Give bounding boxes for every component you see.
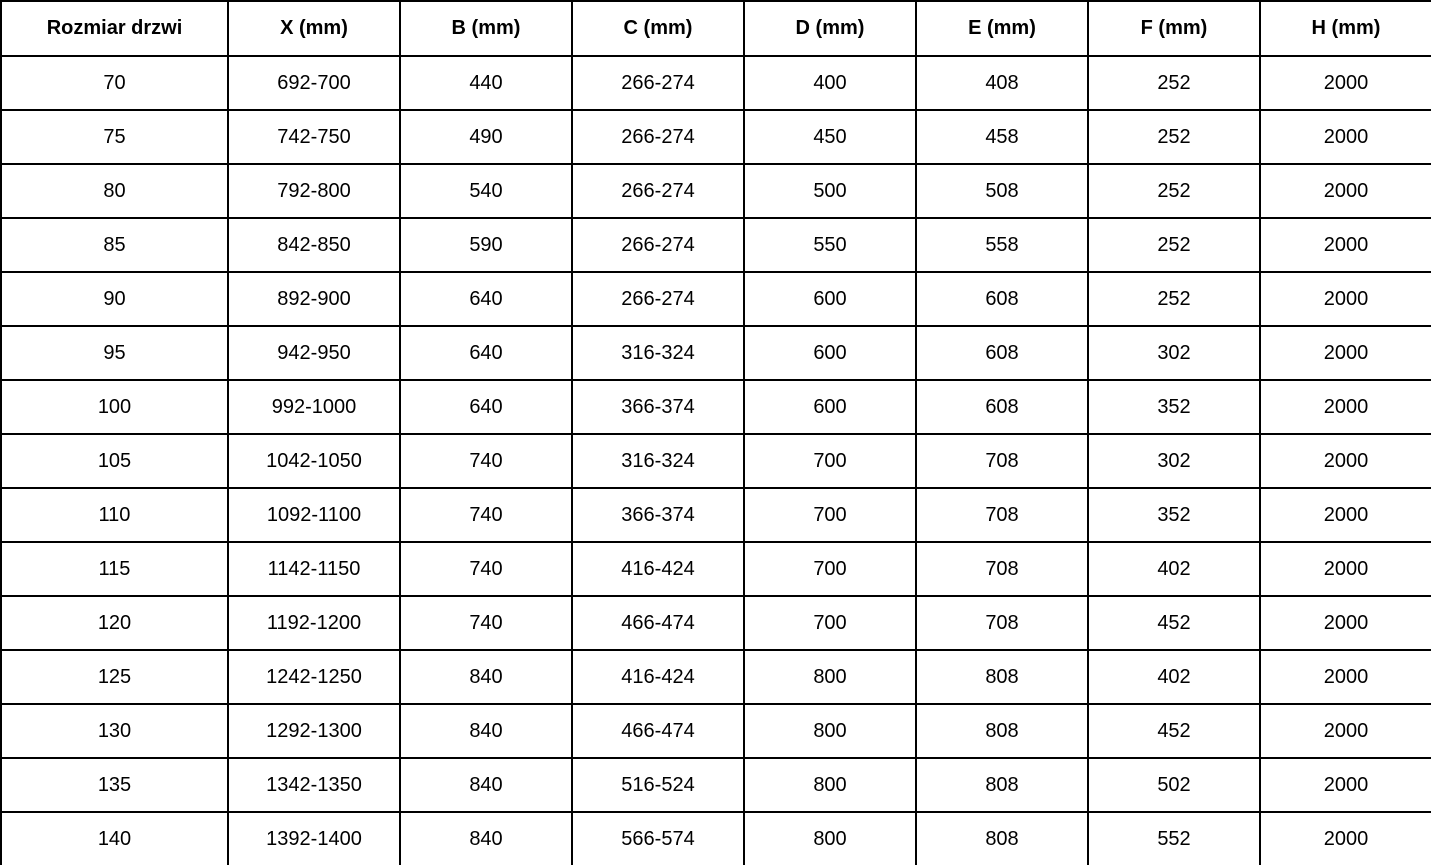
dimension-cell: 2000 [1260,812,1431,865]
dimension-cell: 1292-1300 [228,704,400,758]
column-header-f-mm: F (mm) [1088,1,1260,56]
dimension-cell: 302 [1088,326,1260,380]
dimension-cell: 266-274 [572,272,744,326]
table-row [1,650,1431,704]
dimension-cell: 708 [916,488,1088,542]
door-size-cell: 105 [1,434,228,488]
dimension-cell: 2000 [1260,758,1431,812]
dimension-cell: 800 [744,812,916,865]
dimension-cell: 1242-1250 [228,650,400,704]
dimension-cell: 742-750 [228,110,400,164]
dimension-cell: 608 [916,326,1088,380]
dimension-cell: 508 [916,164,1088,218]
column-header-rozmiar-drzwi: Rozmiar drzwi [1,1,228,56]
door-size-cell: 85 [1,218,228,272]
dimension-cell: 700 [744,596,916,650]
table-row [1,380,1431,434]
door-size-cell: 120 [1,596,228,650]
door-size-cell: 90 [1,272,228,326]
door-size-cell: 70 [1,56,228,110]
dimension-cell: 608 [916,272,1088,326]
dimension-cell: 540 [400,164,572,218]
dimension-cell: 266-274 [572,56,744,110]
dimension-cell: 252 [1088,110,1260,164]
door-size-cell: 110 [1,488,228,542]
dimension-cell: 400 [744,56,916,110]
dimension-cell: 808 [916,704,1088,758]
dimension-cell: 840 [400,758,572,812]
door-size-cell: 125 [1,650,228,704]
dimension-cell: 600 [744,380,916,434]
table-row [1,272,1431,326]
dimension-cell: 2000 [1260,596,1431,650]
dimension-cell: 708 [916,596,1088,650]
table-row [1,218,1431,272]
dimension-cell: 402 [1088,542,1260,596]
dimension-cell: 550 [744,218,916,272]
dimension-cell: 452 [1088,704,1260,758]
dimension-cell: 1042-1050 [228,434,400,488]
door-size-cell: 140 [1,812,228,865]
dimension-cell: 252 [1088,56,1260,110]
dimension-cell: 252 [1088,272,1260,326]
door-size-cell: 75 [1,110,228,164]
dimension-cell: 450 [744,110,916,164]
dimension-cell: 2000 [1260,326,1431,380]
column-header-b-mm: B (mm) [400,1,572,56]
dimension-cell: 2000 [1260,110,1431,164]
dimension-cell: 640 [400,380,572,434]
column-header-d-mm: D (mm) [744,1,916,56]
table-row [1,704,1431,758]
dimension-cell: 808 [916,758,1088,812]
dimension-cell: 366-374 [572,488,744,542]
table-row [1,434,1431,488]
dimension-cell: 2000 [1260,56,1431,110]
door-size-cell: 95 [1,326,228,380]
dimension-cell: 366-374 [572,380,744,434]
table-row [1,56,1431,110]
dimension-cell: 316-324 [572,434,744,488]
dimension-cell: 840 [400,812,572,865]
dimension-cell: 490 [400,110,572,164]
dimension-cell: 700 [744,488,916,542]
dimension-cell: 840 [400,650,572,704]
dimension-cell: 316-324 [572,326,744,380]
dimension-cell: 692-700 [228,56,400,110]
dimension-cell: 1392-1400 [228,812,400,865]
dimension-cell: 800 [744,704,916,758]
dimension-cell: 708 [916,434,1088,488]
dimension-cell: 440 [400,56,572,110]
table-header-row [1,1,1431,56]
dimension-cell: 1142-1150 [228,542,400,596]
door-size-cell: 115 [1,542,228,596]
dimension-cell: 942-950 [228,326,400,380]
table-row [1,812,1431,865]
dimension-cell: 1192-1200 [228,596,400,650]
dimension-cell: 558 [916,218,1088,272]
dimension-cell: 800 [744,758,916,812]
table-row [1,110,1431,164]
dimension-cell: 402 [1088,650,1260,704]
dimension-cell: 842-850 [228,218,400,272]
dimension-cell: 566-574 [572,812,744,865]
dimension-cell: 2000 [1260,704,1431,758]
dimension-cell: 608 [916,380,1088,434]
dimension-cell: 1342-1350 [228,758,400,812]
dimension-cell: 466-474 [572,704,744,758]
dimension-cell: 552 [1088,812,1260,865]
dimension-cell: 266-274 [572,110,744,164]
dimension-cell: 452 [1088,596,1260,650]
column-header-c-mm: C (mm) [572,1,744,56]
dimension-cell: 792-800 [228,164,400,218]
dimension-cell: 516-524 [572,758,744,812]
dimension-cell: 708 [916,542,1088,596]
dimension-cell: 700 [744,542,916,596]
dimension-cell: 1092-1100 [228,488,400,542]
dimension-cell: 740 [400,434,572,488]
dimension-cell: 2000 [1260,434,1431,488]
table-row [1,488,1431,542]
table-body [1,56,1431,865]
dimension-cell: 502 [1088,758,1260,812]
dimension-cell: 466-474 [572,596,744,650]
dimension-cell: 266-274 [572,164,744,218]
dimension-cell: 416-424 [572,542,744,596]
dimension-cell: 600 [744,326,916,380]
table-row [1,758,1431,812]
dimension-cell: 2000 [1260,164,1431,218]
dimension-cell: 740 [400,542,572,596]
dimension-cell: 892-900 [228,272,400,326]
dimension-cell: 700 [744,434,916,488]
door-size-cell: 130 [1,704,228,758]
dimension-cell: 416-424 [572,650,744,704]
dimension-cell: 500 [744,164,916,218]
door-size-cell: 100 [1,380,228,434]
dimension-cell: 590 [400,218,572,272]
dimension-cell: 252 [1088,164,1260,218]
table-row [1,542,1431,596]
dimension-cell: 408 [916,56,1088,110]
table-header [1,1,1431,56]
dimension-cell: 2000 [1260,272,1431,326]
dimension-cell: 2000 [1260,380,1431,434]
column-header-h-mm: H (mm) [1260,1,1431,56]
dimension-cell: 808 [916,812,1088,865]
table-row [1,164,1431,218]
dimension-cell: 458 [916,110,1088,164]
dimension-cell: 2000 [1260,650,1431,704]
door-size-cell: 80 [1,164,228,218]
dimension-cell: 2000 [1260,218,1431,272]
dimension-cell: 302 [1088,434,1260,488]
table-row [1,596,1431,650]
dimension-cell: 352 [1088,488,1260,542]
dimension-cell: 740 [400,596,572,650]
dimension-cell: 800 [744,650,916,704]
dimension-cell: 2000 [1260,488,1431,542]
dimension-cell: 352 [1088,380,1260,434]
dimension-cell: 266-274 [572,218,744,272]
dimension-cell: 2000 [1260,542,1431,596]
table-row [1,326,1431,380]
dimension-cell: 840 [400,704,572,758]
dimension-cell: 808 [916,650,1088,704]
dimension-cell: 992-1000 [228,380,400,434]
dimension-cell: 252 [1088,218,1260,272]
dimension-cell: 640 [400,272,572,326]
door-size-cell: 135 [1,758,228,812]
dimension-cell: 640 [400,326,572,380]
column-header-x-mm: X (mm) [228,1,400,56]
dimension-cell: 740 [400,488,572,542]
dimension-cell: 600 [744,272,916,326]
column-header-e-mm: E (mm) [916,1,1088,56]
